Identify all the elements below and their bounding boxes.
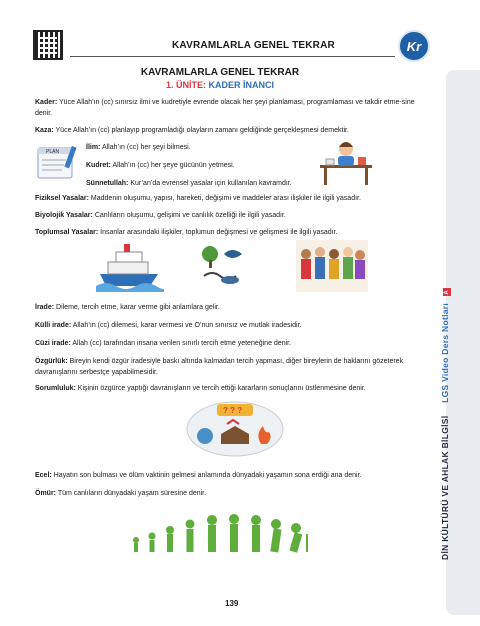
page-title: KAVRAMLARLA GENEL TEKRAR <box>140 67 300 78</box>
def-irade: İrade: Dileme, tercih etme, karar verme gibi anlamlara gelir. <box>35 304 220 311</box>
qr-code <box>33 30 63 60</box>
nature-illustration <box>198 242 246 290</box>
def-ilim: İlim: Allah’ın (cc) her şeyi bilmesi. <box>86 144 191 151</box>
unit-title <box>0 80 440 90</box>
page-number: 139 <box>225 599 239 608</box>
def-fiziksel: Fiziksel Yasalar: Maddenin oluşumu, yapısı, hareketi, değişimi ve maddeler arası ilişkiler ile ilgili yasadır. <box>35 195 361 202</box>
choices-illustration <box>185 400 285 458</box>
def-sorumluluk: Sorumluluk: Kişinin özgürce yaptığı davranışların ve tercih ettiği kararların sonuçlarını üstlenmesine denir. <box>35 385 366 392</box>
series-mark: A <box>444 289 450 295</box>
def-toplumsal: Toplumsal Yasalar: İnsanlar arasındaki ilişkiler, toplumun değişmesi ve gelişmesi ile ilgili yasadır. <box>35 229 338 236</box>
plan-label: PLAN <box>46 149 60 155</box>
publisher-logo: Kr <box>398 30 430 62</box>
def-kudret: Kudret: Allah’ın (cc) her şeye gücünün yetmesi. <box>86 162 235 169</box>
life-stages-illustration <box>126 510 312 558</box>
def-kulli: Külli irade: Allah’ın (cc) dilemesi, karar vermesi ve O’nun sınırsız ve mutlak iradesidir. <box>35 322 302 329</box>
subject-label: DİN KÜLTÜRÜ VE AHLAK BİLGİSİ <box>440 415 450 560</box>
thinking-student-illustration <box>316 137 376 187</box>
def-kader: Kader: Yüce Allah’ın (cc) sınırsız ilmi ve kudretiyle evrende olacak her şeyi planlaması, programlaması ve takdir etme-sine denir. <box>35 99 415 117</box>
header-title: KAVRAMLARLA GENEL TEKRAR <box>172 40 335 51</box>
series-label: LGS Video Ders Notları <box>440 302 450 403</box>
def-sunnetullah: Sünnetullah: Kur’an’da evrensel yasalar için kullanılan kavramdır. <box>86 180 292 187</box>
def-biyolojik: Biyolojik Yasalar: Canlıların oluşumu, gelişimi ve canlılık özelliği ile ilgili yasadır. <box>35 212 286 219</box>
def-ozgurluk: Özgürlük: Bireyin kendi özgür iradesiyle baskı altında kalmadan tercih yapması, diğer bireylerin de haklarını gözeterek davranışlarını serbestçe yapabilmesidir. <box>35 358 404 376</box>
unit-number: 1. ÜNİTE: <box>165 80 206 90</box>
def-omur: Ömür: Tüm canlıların dünyadaki yaşam süresine denir. <box>35 490 207 497</box>
ship-illustration <box>96 240 164 292</box>
def-kaza: Kaza: Yüce Allah’ın (cc) planlayıp programladığı olayların zamanı geldiğinde gerçekleşmesi demektir. <box>35 127 349 134</box>
crowd-illustration <box>296 240 368 292</box>
unit-name: KADER İNANCI <box>208 80 275 90</box>
def-ecel: Ecel: Hayatın son bulması ve ölüm vaktinin gelmesi anlamında dünyadaki yaşamın sona erdiği ana denir. <box>35 472 362 479</box>
plan-illustration <box>36 142 80 184</box>
header-divider <box>70 56 395 57</box>
side-label <box>440 288 451 560</box>
choice-marks: ? ? ? <box>223 406 243 415</box>
side-tab <box>446 70 480 615</box>
def-cuzi: Cüzi irade: Allah (cc) tarafından insana verilen sınırlı tercih etme yeteneğine denir. <box>35 340 292 347</box>
